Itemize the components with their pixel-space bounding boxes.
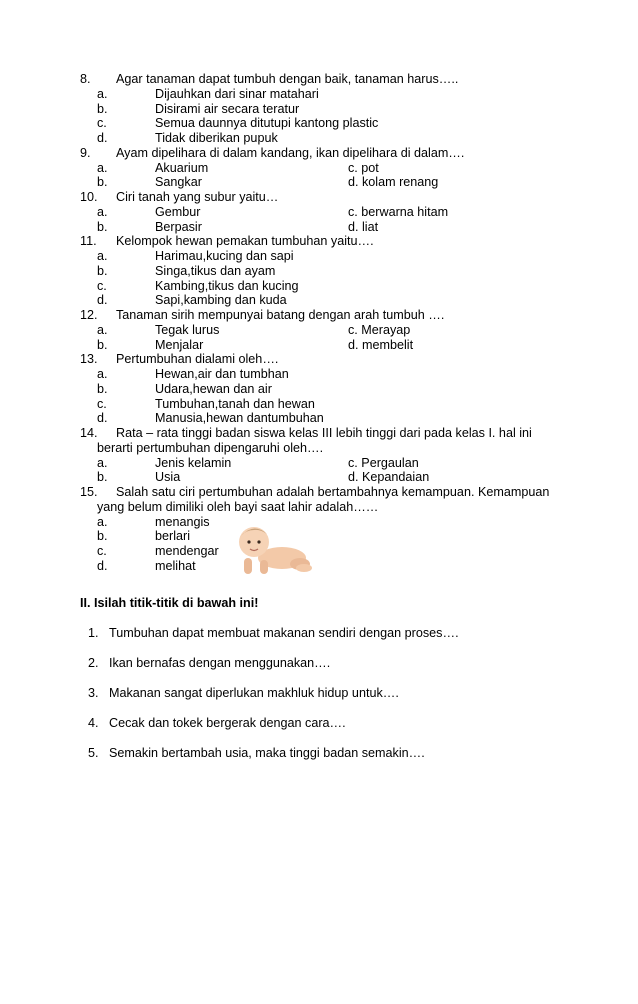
question-text-continued: yang belum dimiliki oleh bayi saat lahir adalah…… xyxy=(97,499,379,514)
option-letter: b. xyxy=(97,175,108,190)
fill-item-text: Makanan sangat diperlukan makhluk hidup untuk…. xyxy=(109,686,399,700)
option-text-right: d. kolam renang xyxy=(348,175,439,190)
option-text-right: c. Pergaulan xyxy=(348,455,419,470)
option-text: melihat xyxy=(155,558,196,573)
question-number: 12. xyxy=(80,308,98,322)
option-text-right: c. Merayap xyxy=(348,322,411,337)
question-number: 11. xyxy=(80,234,97,249)
question-text: Agar tanaman dapat tumbuh dengan baik, tanaman harus….. xyxy=(116,72,459,86)
option-text: menangis xyxy=(155,514,210,529)
option-letter: b. xyxy=(97,337,108,352)
option-text: Semua daunnya ditutupi kantong plastic xyxy=(155,116,379,131)
question-text: Salah satu ciri pertumbuhan adalah bertambahnya kemampuan. Kemampuan xyxy=(116,485,550,499)
option-text: Kambing,tikus dan kucing xyxy=(155,278,299,293)
option-text: Udara,hewan dan air xyxy=(155,381,272,396)
option-text: berlari xyxy=(155,529,190,544)
option-text: Hewan,air dan tumbhan xyxy=(155,367,289,381)
option-letter: a. xyxy=(97,514,108,529)
question-number: 15. xyxy=(80,485,98,499)
option-letter: a. xyxy=(97,160,108,175)
option-text: Tidak diberikan pupuk xyxy=(155,131,278,145)
option-text: Menjalar xyxy=(155,337,204,352)
option-text: Manusia,hewan dantumbuhan xyxy=(155,411,324,426)
option-letter: b. xyxy=(97,381,108,396)
option-text: mendengar xyxy=(155,544,219,558)
option-text: Gembur xyxy=(155,204,201,219)
option-text-right: c. pot xyxy=(348,160,379,175)
option-letter: a. xyxy=(97,249,108,263)
question-number: 13. xyxy=(80,352,98,367)
option-text-right: d. Kepandaian xyxy=(348,470,430,485)
option-letter: a. xyxy=(97,86,108,101)
option-text-right: c. berwarna hitam xyxy=(348,204,449,219)
question-text: Kelompok hewan pemakan tumbuhan yaitu…. xyxy=(116,234,374,249)
question-text-continued: berarti pertumbuhan dipengaruhi oleh…. xyxy=(97,440,324,455)
fill-item-text: Semakin bertambah usia, maka tinggi badan semakin…. xyxy=(109,746,425,760)
option-letter: b. xyxy=(97,219,108,234)
fill-item-number: 1. xyxy=(88,626,99,640)
option-text-right: d. membelit xyxy=(348,337,414,352)
question-number: 9. xyxy=(80,145,91,160)
option-letter: b. xyxy=(97,470,108,485)
question-number: 8. xyxy=(80,72,91,86)
option-letter: d. xyxy=(97,558,108,573)
option-letter: c. xyxy=(97,116,107,131)
option-letter: d. xyxy=(97,411,108,426)
question-number: 10. xyxy=(80,190,98,204)
option-text: Jenis kelamin xyxy=(155,455,232,470)
fill-item-number: 5. xyxy=(88,746,99,760)
question-text: Pertumbuhan dialami oleh…. xyxy=(116,352,279,367)
fill-item-text: Tumbuhan dapat membuat makanan sendiri dengan proses…. xyxy=(109,626,459,640)
option-text: Tegak lurus xyxy=(155,322,220,337)
option-letter: d. xyxy=(97,131,108,145)
option-text: Singa,tikus dan ayam xyxy=(155,263,276,278)
option-text: Usia xyxy=(155,470,181,485)
question-text: Ciri tanah yang subur yaitu… xyxy=(116,190,279,204)
option-text-right: d. liat xyxy=(348,219,379,234)
option-text: Disirami air secara teratur xyxy=(155,101,300,116)
option-letter: a. xyxy=(97,322,108,337)
fill-item-text: Ikan bernafas dengan menggunakan…. xyxy=(109,656,331,670)
question-number: 14. xyxy=(80,426,98,440)
option-text: Tumbuhan,tanah dan hewan xyxy=(155,396,315,411)
question-text: Rata – rata tinggi badan siswa kelas III lebih tinggi dari pada kelas I. hal ini xyxy=(116,426,532,440)
option-text: Dijauhkan dari sinar matahari xyxy=(155,86,319,101)
option-letter: b. xyxy=(97,101,108,116)
section-title: II. Isilah titik-titik di bawah ini! xyxy=(80,596,259,610)
option-text: Akuarium xyxy=(155,160,209,175)
option-letter: c. xyxy=(97,396,107,411)
option-letter: d. xyxy=(97,293,108,308)
fill-item-number: 3. xyxy=(88,686,99,700)
option-letter: c. xyxy=(97,544,107,558)
option-letter: b. xyxy=(97,263,108,278)
option-letter: b. xyxy=(97,529,108,544)
option-text: Sapi,kambing dan kuda xyxy=(155,293,287,308)
baby-crawling-illustration xyxy=(230,520,314,576)
option-text: Harimau,kucing dan sapi xyxy=(155,249,294,263)
fill-item-number: 2. xyxy=(88,656,99,670)
option-text: Berpasir xyxy=(155,219,202,234)
fill-item-number: 4. xyxy=(88,716,99,730)
option-letter: a. xyxy=(97,455,108,470)
fill-item-text: Cecak dan tokek bergerak dengan cara…. xyxy=(109,716,346,730)
option-letter: a. xyxy=(97,204,108,219)
option-letter: c. xyxy=(97,278,107,293)
option-text: Sangkar xyxy=(155,175,202,190)
question-text: Tanaman sirih mempunyai batang dengan arah tumbuh …. xyxy=(116,308,445,322)
option-letter: a. xyxy=(97,367,108,381)
question-text: Ayam dipelihara di dalam kandang, ikan dipelihara di dalam…. xyxy=(116,145,465,160)
